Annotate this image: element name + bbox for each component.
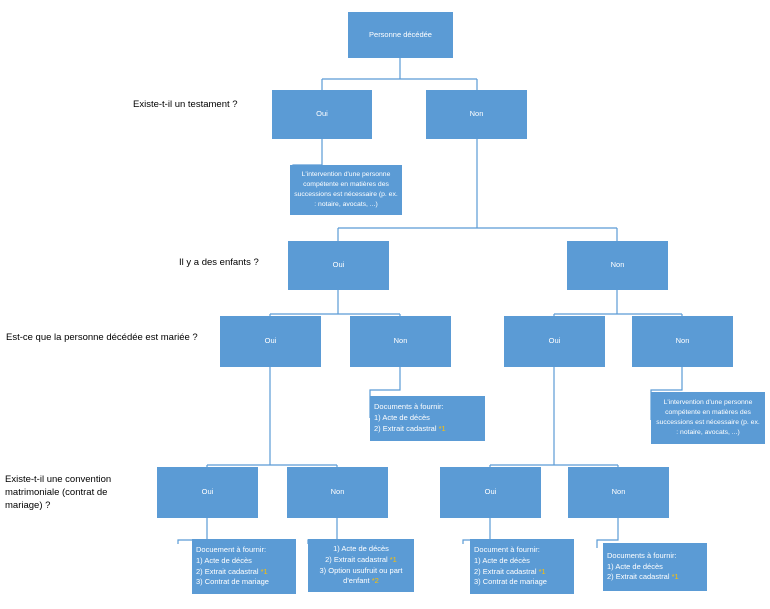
documents-convention-oui-1[interactable] [192,539,296,594]
documents-line: 2) Extrait cadastral *1 [374,423,446,433]
documents-line: 1) Acte de décès [196,555,252,565]
question-label-testament: Existe-t-il un testament ? [133,99,238,110]
documents-line: 3) Option usufruit ou part d'enfant *2 [319,565,403,586]
node-convention-non-2[interactable]: Non [568,467,669,518]
documents-convention-non-1[interactable] [308,539,414,592]
node-mariee-oui-1[interactable]: Oui [220,316,321,367]
documents-line: 2) Extrait cadastral *1 [607,572,679,582]
question-label-mariee: Est-ce que la personne décédée est mariée ? [6,332,198,343]
documents-sans-enfant[interactable] [370,396,485,441]
documents-line: 1) Acte de décès [474,555,530,565]
documents-line: 1) Acte de décès [607,561,663,571]
question-label-convention: Existe-t-il une convention matrimoniale (contrat de mariage) ? [5,474,112,511]
question-label-enfants: Il y a des enfants ? [179,257,259,268]
node-intervention-notaire-1[interactable]: L'intervention d'une personne compétente en matières des successions est nécessaire (p. ex. : notaire, avocats, ...) [290,165,402,215]
documents-convention-oui-2[interactable] [470,539,574,594]
node-intervention-notaire-2[interactable]: L'intervention d'une personne compétente en matières des successions est nécessaire (p. ex. : notaire, avocats, ...) [651,392,765,444]
node-personne-decedee[interactable]: Personne décédée [348,12,453,58]
documents-line: 2) Extrait cadastral *1 [474,566,546,576]
node-enfants-non[interactable]: Non [567,241,668,290]
documents-line: 1) Acte de décès [333,543,389,553]
documents-convention-non-2[interactable] [603,543,707,591]
documents-line: 3) Contrat de mariage [196,577,269,587]
documents-heading: Docuement à fournir: [196,544,267,554]
node-convention-non-1[interactable]: Non [287,467,388,518]
node-mariee-non-2[interactable]: Non [632,316,733,367]
node-testament-non[interactable]: Non [426,90,527,139]
node-convention-oui-2[interactable]: Oui [440,467,541,518]
documents-line: 1) Acte de décès [374,413,430,423]
documents-heading: Document à fournir: [474,544,540,554]
node-mariee-oui-2[interactable]: Oui [504,316,605,367]
node-enfants-oui[interactable]: Oui [288,241,389,290]
node-convention-oui-1[interactable]: Oui [157,467,258,518]
node-testament-oui[interactable]: Oui [272,90,372,139]
documents-heading: Documents à fournir: [607,550,677,560]
documents-line: 3) Contrat de mariage [474,577,547,587]
node-mariee-non-1[interactable]: Non [350,316,451,367]
documents-line: 2) Extrait cadastral *1 [196,566,268,576]
documents-line: 2) Extrait cadastral *1 [325,554,397,564]
documents-heading: Documents à fournir: [374,402,444,412]
